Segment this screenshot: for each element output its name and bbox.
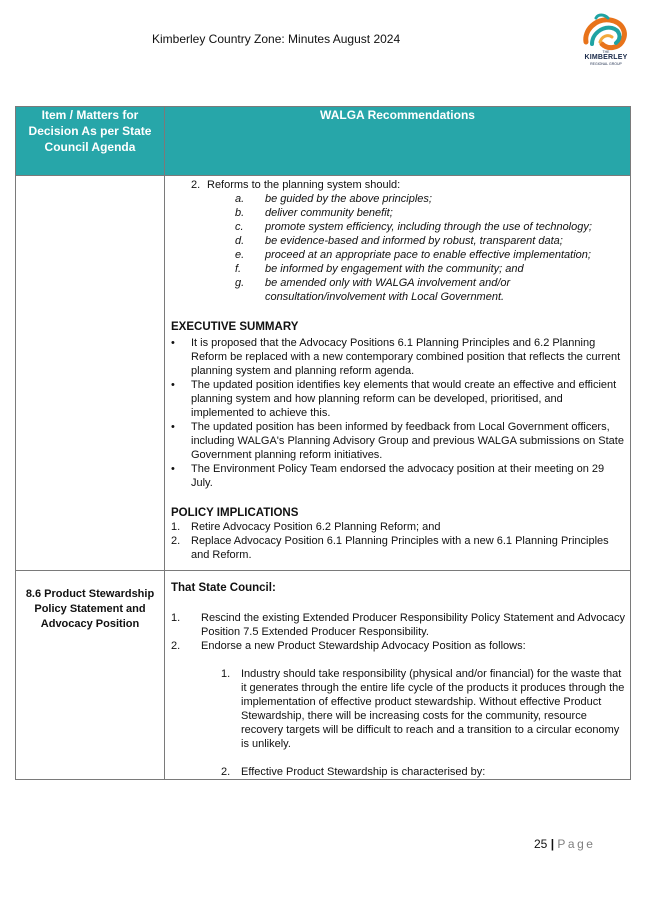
reforms-intro xyxy=(171,178,625,192)
kimberley-regional-group-logo xyxy=(578,12,634,68)
document-header-title: Kimberley Country Zone: Minutes August 2024 xyxy=(152,32,401,46)
policy-implications-heading: POLICY IMPLICATIONS xyxy=(171,507,299,519)
table-row xyxy=(16,571,631,780)
list-item: g. be amended only with WALGA involvement and/or consultation/involvement with Local Government. xyxy=(235,277,511,303)
advocacy-position-list xyxy=(171,667,625,779)
table-row xyxy=(16,176,631,571)
list-item: e. proceed at an appropriate pace to enable effective implementation; xyxy=(235,249,591,261)
list-item: 2. Effective Product Stewardship is characterised by: xyxy=(221,766,486,778)
resolutions-list xyxy=(171,611,625,653)
policy-implications-list xyxy=(171,520,625,562)
reforms-number: 2. xyxy=(191,179,201,191)
list-item: b. deliver community benefit; xyxy=(235,207,393,219)
logo-text-kimberley: KIMBERLEY xyxy=(584,54,628,61)
minutes-table xyxy=(15,106,631,780)
list-item: • The updated position identifies key elements that would create an effective and efficient planning system and how planning reform can be developed, prioritised, and implemented to achieve this. xyxy=(171,379,617,419)
reforms-list xyxy=(171,192,625,304)
list-item: a. be guided by the above principles; xyxy=(235,193,432,205)
list-item: f. be informed by engagement with the community; and xyxy=(235,263,524,275)
list-item: 2. Replace Advocacy Position 6.1 Planning Principles with a new 6.1 Planning Principles and Reform. xyxy=(171,535,609,561)
list-item: • The Environment Policy Team endorsed the advocacy position at their meeting on 29 July. xyxy=(171,463,605,489)
list-item: 1. Industry should take responsibility (physical and/or financial) for the waste that it generates through the entire life cycle of the products it produces through the implementation of effective product stewardship. Without effective Product Stewardship, there will be increasing costs for the community, resource recovery targets will be difficult to reach and a transition to a circular economy is unlikely. xyxy=(221,668,625,750)
logo-text-the: THE xyxy=(602,50,610,54)
logo-swirl-icon xyxy=(578,12,634,52)
list-item: • The updated position has been informed by feedback from Local Government officers, including WALGA's Planning Advisory Group and previous WALGA submissions on State Government planning reform initiatives. xyxy=(171,421,624,461)
column-header-item: Item / Matters for Decision As per State Council Agenda xyxy=(16,107,165,176)
list-item: c. promote system efficiency, including through the use of technology; xyxy=(235,221,592,233)
executive-summary-heading: EXECUTIVE SUMMARY xyxy=(171,321,299,333)
page-number: 25 xyxy=(534,837,548,851)
bullet-icon: • xyxy=(171,421,175,433)
executive-summary-list xyxy=(171,336,625,490)
logo-text-regional-group: REGIONAL GROUP xyxy=(590,62,622,66)
item-cell-empty xyxy=(16,176,165,571)
page-separator: | xyxy=(550,837,555,851)
page-label: Page xyxy=(557,837,596,851)
list-item: • It is proposed that the Advocacy Positions 6.1 Planning Principles and 6.2 Planning Reform be replaced with a new contemporary combined position that reflects the current planning system and planning reform agenda. xyxy=(171,337,621,377)
bullet-icon: • xyxy=(171,463,175,475)
bullet-icon: • xyxy=(171,337,175,349)
list-item: 1. Retire Advocacy Position 6.2 Planning Reform; and xyxy=(171,521,441,533)
page-footer xyxy=(534,837,595,851)
item-cell-product-stewardship: 8.6 Product Stewardship Policy Statement and Advocacy Position xyxy=(16,571,165,780)
list-item: 2. Endorse a new Product Stewardship Advocacy Position as follows: xyxy=(171,640,526,652)
recommendation-cell xyxy=(165,176,631,571)
list-item: 1. Rescind the existing Extended Producer Responsibility Policy Statement and Advocacy Position 7.5 Extended Producer Responsibility. xyxy=(171,612,625,638)
list-item: d. be evidence-based and informed by robust, transparent data; xyxy=(235,235,563,247)
that-state-council-heading: That State Council: xyxy=(171,582,276,594)
column-header-recommendations: WALGA Recommendations xyxy=(165,107,631,176)
table-header-row xyxy=(16,107,631,176)
reforms-intro-text: Reforms to the planning system should: xyxy=(207,179,401,191)
bullet-icon: • xyxy=(171,379,175,391)
recommendation-cell xyxy=(165,571,631,780)
